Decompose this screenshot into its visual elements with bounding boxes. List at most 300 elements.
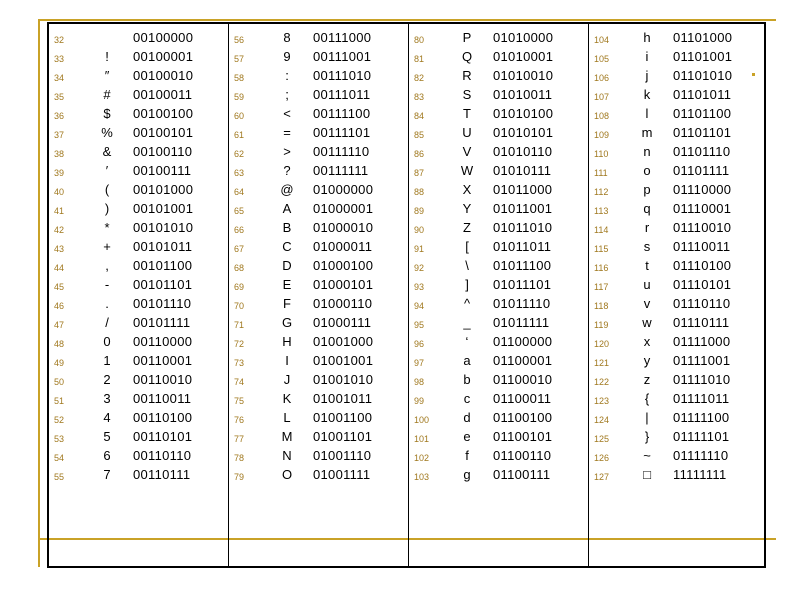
binary-code: 00100001 [133, 49, 194, 64]
decimal-code: 117 [594, 282, 609, 292]
table-row [589, 296, 768, 315]
binary-code: 01011110 [493, 296, 551, 311]
decimal-code: 77 [234, 434, 245, 444]
character: / [105, 315, 109, 330]
character: a [463, 353, 471, 368]
binary-code: 01000001 [313, 201, 374, 216]
decimal-code: 79 [234, 472, 245, 482]
table-row [409, 353, 588, 372]
top-accent-line [38, 19, 776, 21]
table-row [409, 334, 588, 353]
decimal-code: 121 [594, 358, 610, 368]
table-row [49, 296, 228, 315]
table-row [49, 353, 228, 372]
binary-code: 00101111 [133, 315, 191, 330]
decimal-code: 93 [414, 282, 425, 292]
character: l [645, 106, 649, 121]
left-accent-line [38, 19, 40, 567]
binary-code: 00101010 [133, 220, 194, 235]
binary-code: 01111000 [673, 334, 731, 349]
binary-code: 01110101 [673, 277, 732, 292]
binary-code: 01011011 [493, 239, 552, 254]
decimal-code: 72 [234, 339, 245, 349]
binary-code: 00111111 [313, 163, 369, 178]
character: _ [463, 315, 471, 330]
decimal-code: 91 [414, 244, 425, 254]
decimal-code: 63 [234, 168, 245, 178]
binary-code: 01100110 [493, 448, 552, 463]
character: G [281, 315, 293, 330]
decimal-code: 108 [594, 111, 610, 121]
table-row [409, 220, 588, 239]
decimal-code: 96 [414, 339, 425, 349]
binary-code: 00111100 [313, 106, 371, 121]
decimal-code: 83 [414, 92, 425, 102]
decimal-code: 112 [594, 187, 609, 197]
decimal-code: 32 [54, 35, 65, 45]
table-row [589, 125, 768, 144]
binary-code: 01010000 [493, 30, 554, 45]
table-row [229, 106, 408, 125]
table-row [229, 391, 408, 410]
character: 5 [103, 429, 111, 444]
character: > [283, 144, 291, 159]
decimal-code: 101 [414, 434, 430, 444]
character: { [644, 391, 650, 406]
decimal-code: 110 [594, 149, 609, 159]
character: E [282, 277, 292, 292]
decimal-code: 41 [54, 206, 65, 216]
decimal-code: 113 [594, 206, 609, 216]
binary-code: 01001101 [313, 429, 373, 444]
decimal-code: 73 [234, 358, 245, 368]
table-row [409, 410, 588, 429]
decimal-code: 43 [54, 244, 65, 254]
decimal-code: 58 [234, 73, 245, 83]
table-row [409, 429, 588, 448]
decimal-code: 106 [594, 73, 610, 83]
character: . [105, 296, 109, 311]
character: 3 [103, 391, 111, 406]
character: Z [463, 220, 471, 235]
table-row [49, 277, 228, 296]
binary-code: 01010100 [493, 106, 554, 121]
character: w [642, 315, 652, 330]
binary-code: 01010101 [493, 125, 554, 140]
table-row [409, 106, 588, 125]
character: 9 [283, 49, 291, 64]
table-row [49, 182, 228, 201]
binary-code: 00101000 [133, 182, 194, 197]
table-row [409, 391, 588, 410]
character: s [643, 239, 651, 254]
character: ‘ [465, 334, 469, 349]
decimal-code: 124 [594, 415, 610, 425]
binary-code: 01010010 [493, 68, 554, 83]
binary-code: 01000010 [313, 220, 374, 235]
table-row [589, 239, 768, 258]
decimal-code: 68 [234, 263, 245, 273]
decimal-code: 88 [414, 187, 425, 197]
binary-code: 01001111 [313, 467, 371, 482]
table-row [49, 125, 228, 144]
decimal-code: 85 [414, 130, 425, 140]
character: 8 [283, 30, 291, 45]
character: v [643, 296, 651, 311]
character: V [462, 144, 472, 159]
table-row [589, 87, 768, 106]
binary-code: 00100100 [133, 106, 194, 121]
character: ′ [105, 163, 109, 178]
character: 1 [103, 353, 111, 368]
table-row [49, 68, 228, 87]
binary-code: 01101010 [673, 68, 733, 83]
binary-code: 01011001 [493, 201, 553, 216]
table-row [229, 201, 408, 220]
decimal-code: 39 [54, 168, 65, 178]
character: m [641, 125, 653, 140]
binary-code: 01110000 [673, 182, 732, 197]
character: 4 [103, 410, 111, 425]
decimal-code: 64 [234, 187, 245, 197]
character: P [462, 30, 472, 45]
binary-code: 01010011 [493, 87, 553, 102]
decimal-code: 74 [234, 377, 245, 387]
binary-code: 01110100 [673, 258, 732, 273]
decimal-code: 90 [414, 225, 425, 235]
character: \ [465, 258, 469, 273]
character: , [105, 258, 109, 273]
character: ? [283, 163, 291, 178]
table-row [589, 467, 768, 486]
table-row [49, 334, 228, 353]
table-row [409, 30, 588, 49]
decimal-code: 86 [414, 149, 425, 159]
decimal-code: 119 [594, 320, 609, 330]
table-row [409, 315, 588, 334]
table-row [589, 391, 768, 410]
binary-code: 01000101 [313, 277, 374, 292]
decimal-code: 33 [54, 54, 65, 64]
table-row [409, 258, 588, 277]
table-row [49, 429, 228, 448]
binary-code: 00110100 [133, 410, 193, 425]
table-row [409, 87, 588, 106]
table-row [229, 163, 408, 182]
table-row [49, 315, 228, 334]
table-row [49, 410, 228, 429]
binary-code: 01101110 [673, 144, 731, 159]
table-row [229, 49, 408, 68]
decimal-code: 55 [54, 472, 65, 482]
character: M [281, 429, 293, 444]
table-row [229, 353, 408, 372]
decimal-code: 70 [234, 301, 245, 311]
decimal-code: 65 [234, 206, 245, 216]
binary-code: 01101001 [673, 49, 733, 64]
table-row [229, 410, 408, 429]
decimal-code: 125 [594, 434, 610, 444]
character: ) [104, 201, 110, 216]
decimal-code: 120 [594, 339, 610, 349]
binary-code: 01111100 [673, 410, 730, 425]
table-row [49, 163, 228, 182]
character: x [643, 334, 651, 349]
table-row [589, 30, 768, 49]
table-row [49, 30, 228, 49]
table-row [49, 391, 228, 410]
binary-code: 00100010 [133, 68, 194, 83]
table-row [229, 182, 408, 201]
table-row [49, 239, 228, 258]
decimal-code: 122 [594, 377, 610, 387]
table-row [49, 258, 228, 277]
character: < [283, 106, 291, 121]
binary-code: 01000011 [313, 239, 373, 254]
table-row [589, 163, 768, 182]
table-row [589, 448, 768, 467]
binary-code: 01000110 [313, 296, 373, 311]
binary-code: 00111110 [313, 144, 370, 159]
binary-code: 01101101 [673, 125, 732, 140]
table-row [409, 372, 588, 391]
table-row [229, 372, 408, 391]
character: i [645, 49, 649, 64]
character: U [462, 125, 472, 140]
table-row [409, 68, 588, 87]
character: $ [103, 106, 111, 121]
table-row [49, 87, 228, 106]
character: | [645, 410, 649, 425]
decimal-code: 107 [594, 92, 610, 102]
decimal-code: 56 [234, 35, 245, 45]
binary-code: 00100101 [133, 125, 194, 140]
decimal-code: 78 [234, 453, 245, 463]
binary-code: 01111010 [673, 372, 731, 387]
decimal-code: 49 [54, 358, 65, 368]
ascii-table [47, 22, 766, 568]
character: X [462, 182, 472, 197]
binary-code: 01001010 [313, 372, 374, 387]
binary-code: 00111000 [313, 30, 372, 45]
decimal-code: 111 [594, 168, 608, 178]
table-row [229, 467, 408, 486]
character: * [104, 220, 110, 235]
decimal-code: 47 [54, 320, 65, 330]
binary-code: 00110011 [133, 391, 192, 406]
binary-code: 01100100 [493, 410, 553, 425]
table-row [229, 334, 408, 353]
binary-code: 01011100 [493, 258, 552, 273]
binary-code: 01110001 [673, 201, 732, 216]
character: H [282, 334, 292, 349]
table-row [229, 239, 408, 258]
binary-code: 00100011 [133, 87, 193, 102]
character: ^ [463, 296, 471, 311]
binary-code: 11111111 [673, 467, 727, 482]
binary-code: 01000000 [313, 182, 374, 197]
character: T [463, 106, 471, 121]
character: S [462, 87, 472, 102]
decimal-code: 44 [54, 263, 65, 273]
character: K [282, 391, 292, 406]
binary-code: 01001100 [313, 410, 373, 425]
character: N [282, 448, 292, 463]
character: 2 [103, 372, 111, 387]
table-row [229, 296, 408, 315]
binary-code: 00110110 [133, 448, 192, 463]
binary-code: 01111011 [673, 391, 730, 406]
binary-code: 01111001 [673, 353, 731, 368]
table-row [409, 448, 588, 467]
table-row [229, 87, 408, 106]
binary-code: 01011000 [493, 182, 553, 197]
decimal-code: 95 [414, 320, 425, 330]
decimal-code: 102 [414, 453, 430, 463]
table-row [589, 144, 768, 163]
character: o [643, 163, 651, 178]
character: A [282, 201, 292, 216]
character: : [285, 68, 289, 83]
decimal-code: 75 [234, 396, 245, 406]
decimal-code: 98 [414, 377, 425, 387]
table-row [409, 125, 588, 144]
character: [ [465, 239, 469, 254]
character: f [465, 448, 469, 463]
table-row [409, 144, 588, 163]
table-row [589, 410, 768, 429]
binary-code: 01001011 [313, 391, 373, 406]
table-row [49, 467, 228, 486]
binary-code: 01011101 [493, 277, 552, 292]
decimal-code: 100 [414, 415, 430, 425]
binary-code: 01100001 [493, 353, 553, 368]
binary-code: 01100011 [493, 391, 552, 406]
character: W [460, 163, 474, 178]
decimal-code: 126 [594, 453, 610, 463]
character: c [463, 391, 471, 406]
character: % [101, 125, 113, 140]
binary-code: 01101111 [673, 163, 730, 178]
character: n [643, 144, 651, 159]
decimal-code: 103 [414, 472, 430, 482]
table-row [229, 315, 408, 334]
table-row [589, 429, 768, 448]
binary-code: 00111011 [313, 87, 371, 102]
binary-code: 00100111 [133, 163, 192, 178]
table-row [589, 68, 768, 87]
binary-code: 00111101 [313, 125, 371, 140]
table-row [229, 68, 408, 87]
decimal-code: 99 [414, 396, 425, 406]
character: ! [105, 49, 109, 64]
character: B [282, 220, 292, 235]
binary-code: 01100000 [493, 334, 553, 349]
character: 0 [103, 334, 111, 349]
decimal-code: 80 [414, 35, 425, 45]
character: h [643, 30, 651, 45]
decimal-code: 82 [414, 73, 425, 83]
binary-code: 01010001 [493, 49, 554, 64]
character: g [463, 467, 471, 482]
decimal-code: 94 [414, 301, 425, 311]
table-row [229, 277, 408, 296]
character: 6 [103, 448, 111, 463]
character: & [102, 144, 112, 159]
decimal-code: 115 [594, 244, 609, 254]
character: ~ [643, 448, 651, 463]
decimal-code: 84 [414, 111, 425, 121]
decimal-code: 89 [414, 206, 425, 216]
character: b [463, 372, 471, 387]
binary-code: 01001001 [313, 353, 374, 368]
character: I [285, 353, 289, 368]
binary-code: 01011010 [493, 220, 553, 235]
decimal-code: 62 [234, 149, 245, 159]
character: ] [465, 277, 469, 292]
binary-code: 00110001 [133, 353, 193, 368]
binary-code: 01101100 [673, 106, 732, 121]
binary-code: 01010110 [493, 144, 553, 159]
decimal-code: 123 [594, 396, 610, 406]
table-row [49, 106, 228, 125]
character: O [281, 467, 293, 482]
binary-code: 00110111 [133, 467, 191, 482]
decimal-code: 51 [54, 396, 65, 406]
table-row [49, 49, 228, 68]
binary-code: 01001110 [313, 448, 372, 463]
table-row [229, 220, 408, 239]
decimal-code: 50 [54, 377, 65, 387]
binary-code: 01100111 [493, 467, 551, 482]
binary-code: 00110010 [133, 372, 193, 387]
table-row [229, 448, 408, 467]
decimal-code: 46 [54, 301, 65, 311]
table-row [589, 353, 768, 372]
table-row [49, 144, 228, 163]
character: r [644, 220, 650, 235]
decimal-code: 69 [234, 282, 245, 292]
decimal-code: 92 [414, 263, 425, 273]
table-row [589, 277, 768, 296]
binary-code: 01110111 [673, 315, 730, 330]
character: @ [280, 182, 294, 197]
binary-code: 00101011 [133, 239, 193, 254]
table-row [409, 201, 588, 220]
decimal-code: 57 [234, 54, 245, 64]
decimal-code: 97 [414, 358, 425, 368]
table-row [229, 258, 408, 277]
character: q [643, 201, 651, 216]
binary-code: 01010111 [493, 163, 552, 178]
decimal-code: 71 [234, 320, 245, 330]
decimal-code: 105 [594, 54, 610, 64]
table-row [589, 315, 768, 334]
binary-code: 01001000 [313, 334, 374, 349]
character: J [283, 372, 291, 387]
table-row [49, 448, 228, 467]
character: } [644, 429, 650, 444]
decimal-code: 76 [234, 415, 245, 425]
character: z [643, 372, 651, 387]
character: ( [104, 182, 110, 197]
binary-code: 00110101 [133, 429, 193, 444]
table-row [49, 372, 228, 391]
binary-code: 00101110 [133, 296, 192, 311]
table-row [409, 277, 588, 296]
table-row [409, 467, 588, 486]
table-row [229, 144, 408, 163]
